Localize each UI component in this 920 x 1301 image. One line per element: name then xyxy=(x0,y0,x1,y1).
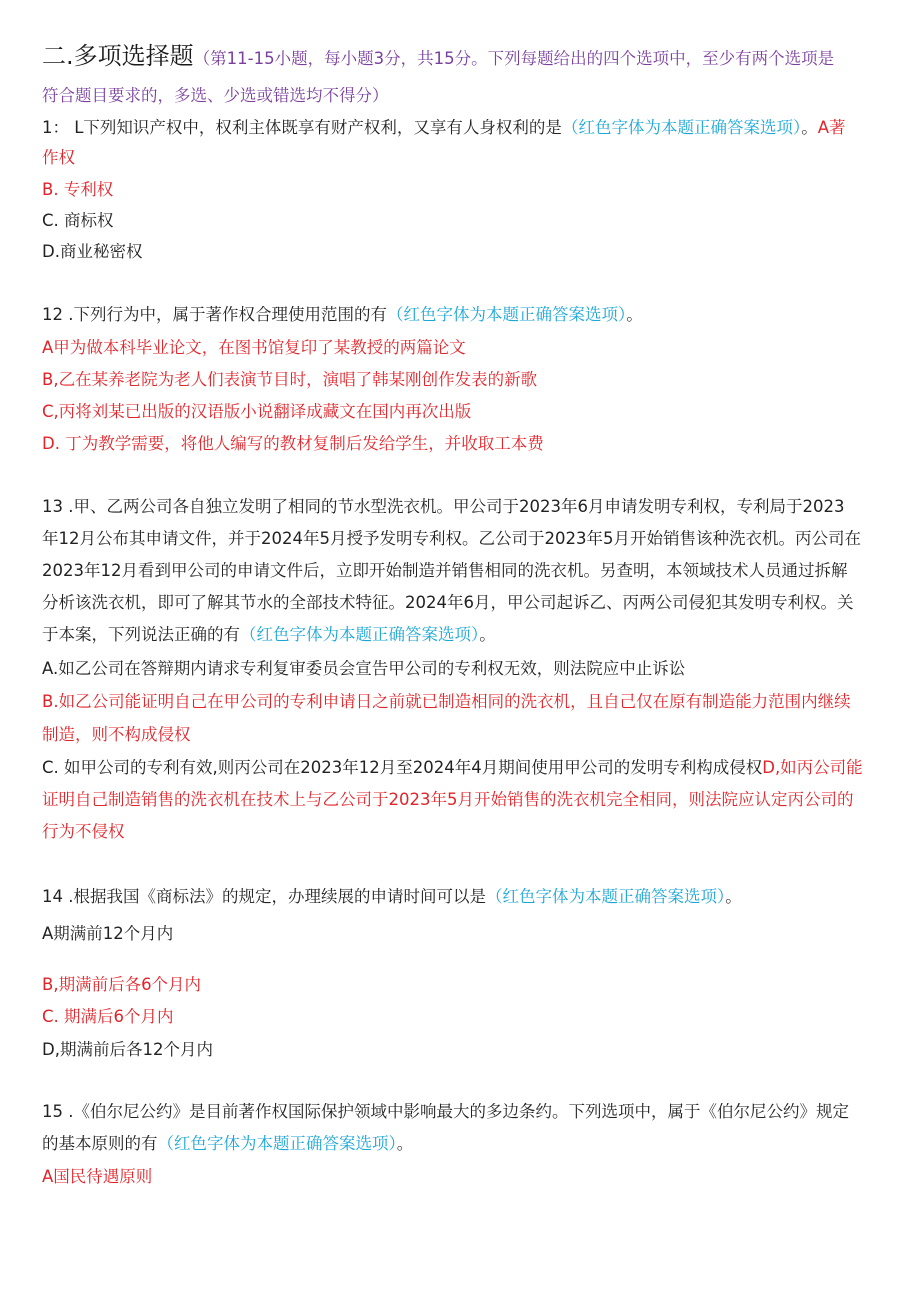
q15-stem-end: 。 xyxy=(396,1134,414,1153)
q13-answer-hint: （红色字体为本题正确答案选项） xyxy=(240,625,480,644)
q13-stem-end: 。 xyxy=(479,625,496,644)
q13-option-c-row xyxy=(42,756,863,780)
q13-option-d-line2: 证明自己制造销售的洗衣机在技术上与乙公司于2023年5月开始销售的洗衣机完全相同，则法院应认定丙公司的 xyxy=(42,790,854,809)
q15-answer-hint: （红色字体为本题正确答案选项） xyxy=(157,1134,397,1153)
q11-stem xyxy=(42,116,845,140)
q14-option-a: A期满前12个月内 xyxy=(42,924,174,943)
q14-stem-text: 14 .根据我国《商标法》的规定，办理续展的申请时间可以是 xyxy=(42,887,486,906)
q12-stem-end: 。 xyxy=(626,305,643,324)
section-note-line1: （第11-15小题，每小题3分，共15分。下列每题给出的四个选项中，至少有两个选项是 xyxy=(193,49,835,68)
q13-option-c: C. 如甲公司的专利有效,则丙公司在2023年12月至2024年4月期间使用甲公司的发明专利构成侵权 xyxy=(42,758,763,777)
q14-stem-end: 。 xyxy=(725,887,742,906)
q11-answer-hint: （红色字体为本题正确答案选项） xyxy=(561,118,802,137)
q11-option-c: C. 商标权 xyxy=(42,211,114,230)
q14-stem xyxy=(42,885,742,909)
q13-stem-line2: 年12月公布其申请文件，并于2024年5月授予发明专利权。乙公司于2023年5月开始销售该种洗衣机。丙公司在 xyxy=(42,529,861,548)
section-header-line1 xyxy=(42,44,834,71)
q13-stem-line3: 2023年12月看到甲公司的申请文件后，立即开始制造并销售相同的洗衣机。另查明，本领域技术人员通过拆解 xyxy=(42,561,848,580)
q14-answer-hint: （红色字体为本题正确答案选项） xyxy=(486,887,726,906)
q12-option-d: D. 丁为教学需要，将他人编写的教材复制后发给学生，并收取工本费 xyxy=(42,434,544,453)
q15-stem-text: 的基本原则的有 xyxy=(42,1134,158,1153)
q14-option-b: B,期满前后各6个月内 xyxy=(42,975,202,994)
q12-option-b: B,乙在某养老院为老人们表演节目时，演唱了韩某刚创作发表的新歌 xyxy=(42,370,538,389)
q15-stem-line1: 15 .《伯尔尼公约》是目前著作权国际保护领域中影响最大的多边条约。下列选项中，属于《伯尔尼公约》规定 xyxy=(42,1102,849,1121)
q11-option-a-part2: 作权 xyxy=(42,148,75,167)
q15-stem-line2 xyxy=(42,1132,413,1156)
section-note-line2: 符合题目要求的，多选、少选或错选均不得分） xyxy=(42,86,389,105)
section-title: 二.多项选择题 xyxy=(42,42,194,70)
q12-option-a: A甲为做本科毕业论文，在图书馆复印了某教授的两篇论文 xyxy=(42,338,466,357)
q11-stem-end: 。 xyxy=(801,118,818,137)
q12-option-c: C,丙将刘某已出版的汉语版小说翻译成藏文在国内再次出版 xyxy=(42,402,472,421)
q12-answer-hint: （红色字体为本题正确答案选项） xyxy=(387,305,627,324)
q13-option-a: A.如乙公司在答辩期内请求专利复审委员会宣告甲公司的专利权无效，则法院应中止诉讼 xyxy=(42,659,686,678)
q13-stem-text: 于本案，下列说法正确的有 xyxy=(42,625,240,644)
q12-stem xyxy=(42,303,643,327)
q11-option-d: D.商业秘密权 xyxy=(42,242,143,261)
q14-option-c: C. 期满后6个月内 xyxy=(42,1007,174,1026)
q13-stem-line4: 分析该洗衣机，即可了解其节水的全部技术特征。2024年6月，甲公司起诉乙、丙两公司侵犯其发明专利权。关 xyxy=(42,593,854,612)
q14-option-d: D,期满前后各12个月内 xyxy=(42,1040,213,1059)
q13-option-b-line2: 制造，则不构成侵权 xyxy=(42,725,191,744)
q12-stem-text: 12 .下列行为中，属于著作权合理使用范围的有 xyxy=(42,305,387,324)
q13-option-b-line1: B.如乙公司能证明自己在甲公司的专利申请日之前就已制造相同的洗衣机，且自己仅在原有制造能力范围内继续 xyxy=(42,692,851,711)
q11-option-a-part1: A著 xyxy=(817,118,846,137)
q13-option-d-line3: 行为不侵权 xyxy=(42,822,125,841)
q15-option-a: A国民待遇原则 xyxy=(42,1167,153,1186)
q11-stem-text: 1： L下列知识产权中，权利主体既享有财产权利，又享有人身权利的是 xyxy=(42,118,562,137)
q13-option-d-line1: D,如丙公司能 xyxy=(762,758,863,777)
q13-stem-line1: 13 .甲、乙两公司各自独立发明了相同的节水型洗衣机。甲公司于2023年6月申请发明专利权，专利局于2023 xyxy=(42,497,845,516)
q11-option-b: B. 专利权 xyxy=(42,180,114,199)
q13-stem-line5 xyxy=(42,623,496,647)
